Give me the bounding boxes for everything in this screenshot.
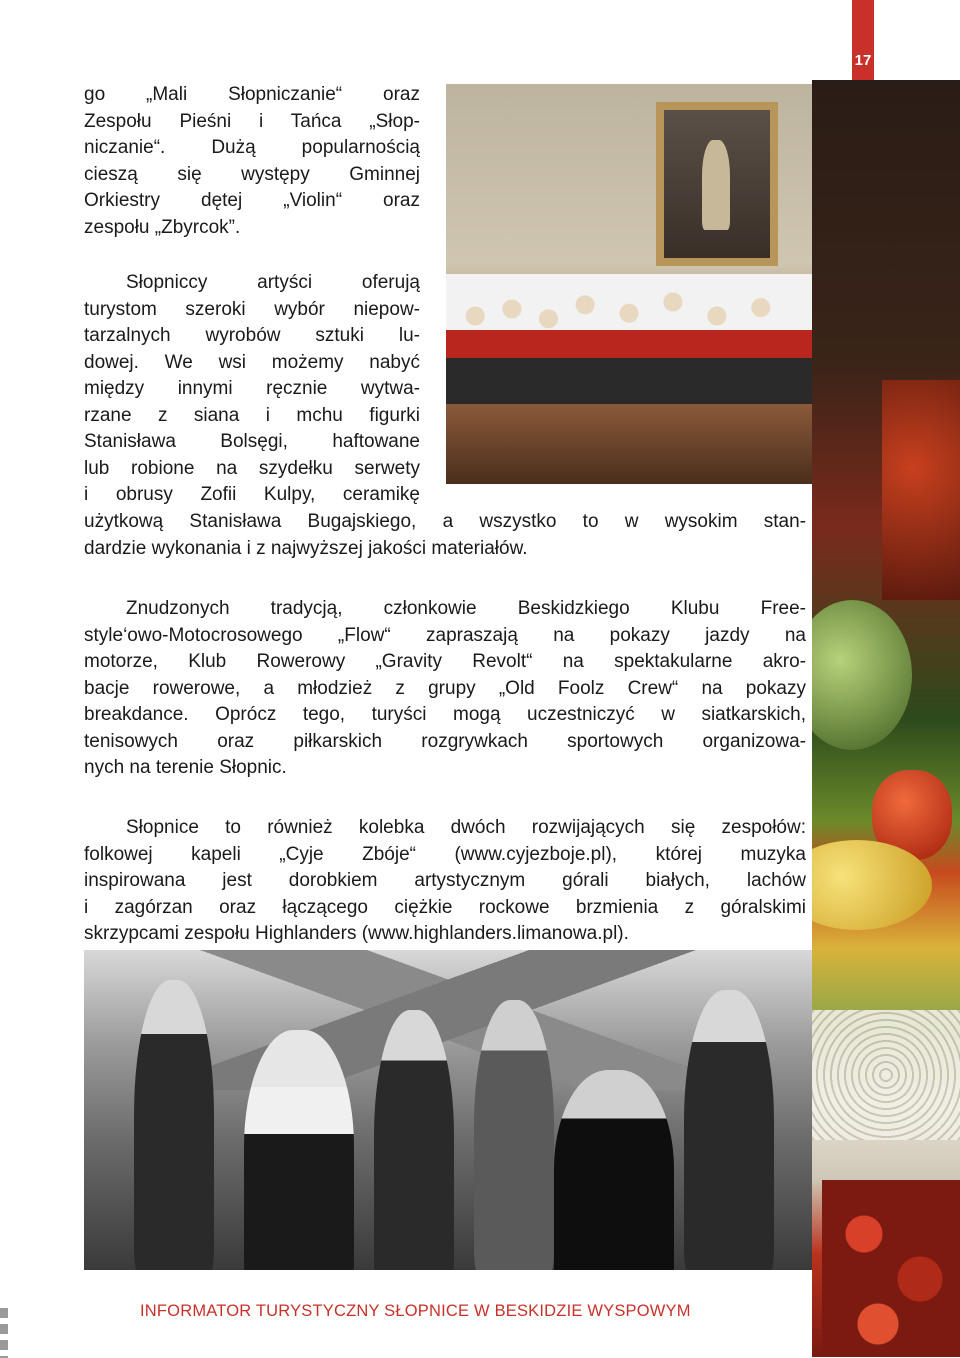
red-cloth-detail <box>882 380 960 600</box>
lace-doily-image <box>812 1010 960 1140</box>
painting-figure <box>702 140 730 230</box>
footer-publication-title: INFORMATOR TURYSTYCZNY SŁOPNICE W BESKIDZIE WYSPOWYM <box>140 1302 691 1320</box>
band-member <box>374 1010 454 1270</box>
text-line: rzane z siana i mchu figurki <box>84 404 420 426</box>
band-members-photo <box>84 950 812 1270</box>
text-line: motorze, Klub Rowerowy „Gravity Revolt“ na spektakularne akro- <box>84 651 806 672</box>
audience-group-photo <box>446 84 812 484</box>
band-member-violinist <box>554 1070 674 1270</box>
text-line: cieszą się występy Gminnej <box>84 163 420 185</box>
text-line: dowej. We wsi możemy nabyć <box>84 351 420 373</box>
cabbage-image <box>812 600 912 750</box>
band-member <box>474 1000 554 1270</box>
text-line: go „Mali Słopniczanie“ oraz <box>84 84 420 105</box>
text-line: Stanisława Bolsęgi, haftowane <box>84 431 420 452</box>
text-line: bacje rowerowe, a młodzież z grupy „Old Foolz Crew“ na pokazy <box>84 677 806 699</box>
text-line: między innymi ręcznie wytwa- <box>84 378 420 399</box>
text-line: folkowej kapeli „Cyje Zbóje“ (www.cyjezboje.pl), której muzyka <box>84 843 806 865</box>
text-line: turystom szeroki wybór niepow- <box>84 298 420 320</box>
text-line: Zespołu Pieśni i Tańca „Słop- <box>84 110 420 132</box>
text-line: lub robione na szydełku serwety <box>84 457 420 479</box>
text-line: tarzalnych wyrobów sztuki lu- <box>84 325 420 346</box>
text-line: nych na terenie Słopnic. <box>84 757 287 778</box>
paragraph-ensembles <box>84 82 420 241</box>
text-line: skrzypcami zespołu Highlanders (www.highlanders.limanowa.pl). <box>84 923 629 944</box>
band-member <box>684 990 774 1270</box>
paragraph-folk-art-continued <box>84 509 806 562</box>
paragraph-music-bands <box>84 815 806 948</box>
crop-marks <box>0 1308 8 1358</box>
text-line: zespołu „Zbyrcok”. <box>84 216 241 238</box>
text-line: i zagórzan oraz łączącego ciężkie rockowe brzmienia z góralskimi <box>84 896 806 918</box>
wall-painting <box>656 102 778 266</box>
text-line: Słopniccy artyści oferują <box>126 272 420 293</box>
berries-image <box>822 1180 960 1357</box>
text-line: tenisowych oraz piłkarskich rozgrywkach sportowych organizowa- <box>84 730 806 752</box>
text-line: inspirowana jest dorobkiem artystycznym górali białych, lachów <box>84 870 806 891</box>
text-line: Znudzonych tradycją, członkowie Beskidzkiego Klubu Free- <box>126 598 806 619</box>
folk-ensemble-crowd <box>446 274 812 414</box>
text-line: i obrusy Zofii Kulpy, ceramikę <box>84 484 420 505</box>
right-decorative-photo-strip <box>812 80 960 1357</box>
text-line: Słopnice to również kolebka dwóch rozwijających się zespołów: <box>126 817 806 838</box>
band-member-singer <box>244 1030 354 1270</box>
paragraph-folk-art <box>84 270 420 509</box>
text-line: niczanie“. Dużą popularnością <box>84 137 420 158</box>
wooden-table <box>446 404 812 484</box>
text-line: breakdance. Oprócz tego, turyści mogą uczestniczyć w siatkarskich, <box>84 704 806 725</box>
page-number: 17 <box>854 52 872 69</box>
paragraph-sports-clubs <box>84 596 806 782</box>
text-line: Orkiestry dętej „Violin“ oraz <box>84 190 420 211</box>
text-line: style‘owo-Motocrosowego „Flow“ zapraszają na pokazy jazdy na <box>84 624 806 646</box>
text-line: dardzie wykonania i z najwyższej jakości materiałów. <box>84 537 528 559</box>
text-line: użytkową Stanisława Bugajskiego, a wszystko to w wysokim stan- <box>84 511 806 532</box>
band-member <box>134 980 214 1270</box>
